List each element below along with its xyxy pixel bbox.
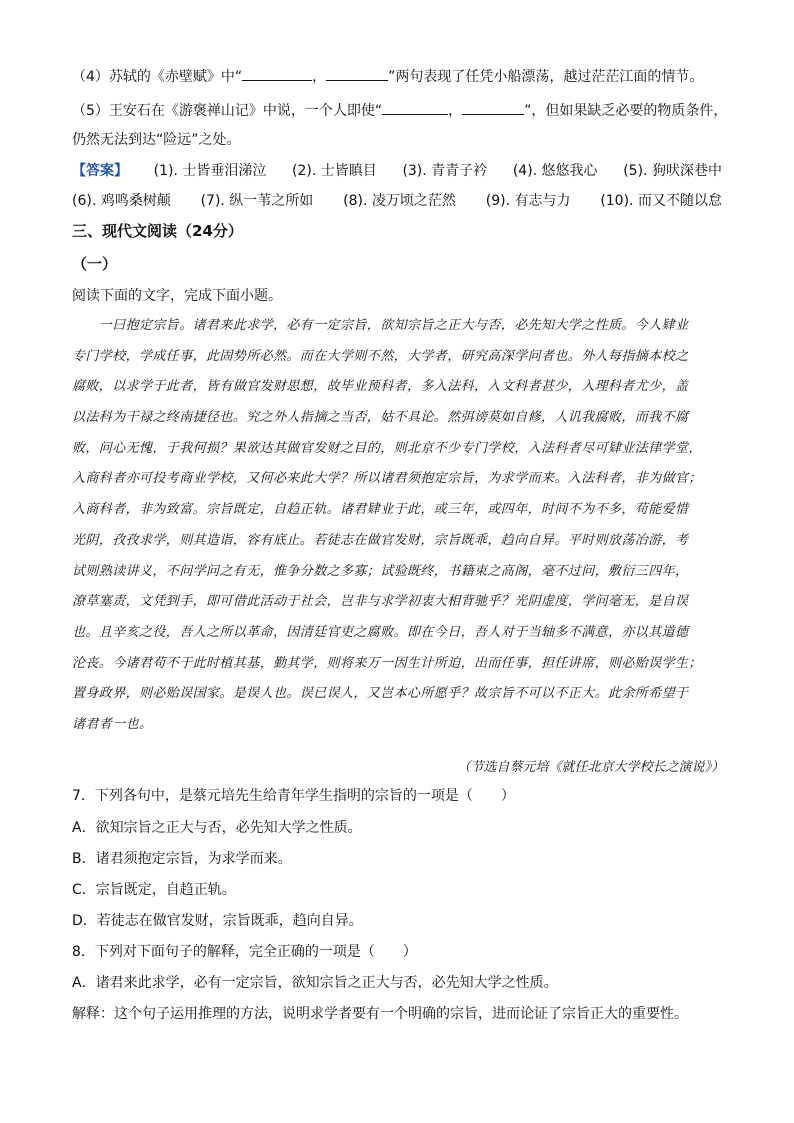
question-8-explanation: 解释：这个句子运用推理的方法，说明求学者要有一个明确的宗旨，进而论证了宗旨正大的重要性。: [72, 1006, 688, 1022]
question-7-option-a[interactable]: A．欲知宗旨之正大与否，必先知大学之性质。: [72, 820, 362, 836]
section-title: 三、现代文阅读（24分）: [72, 222, 243, 240]
passage-line: 试则熟读讲义，不问学问之有无，惟争分数之多寡；试验既终，书籍束之高阁，毫不过问，敷衍三四年，: [72, 563, 689, 579]
passage-line: 一曰抱定宗旨。诸君来此求学，必有一定宗旨，欲知宗旨之正大与否，必先知大学之性质。今人肄业: [72, 318, 689, 333]
answer-item: (7). 纵一苇之所如: [200, 193, 314, 209]
answer-item: (8). 凌万顷之茫然: [343, 193, 456, 209]
question-7-stem: 7．下列各句中，是蔡元培先生给青年学生指明的宗旨的一项是（ ）: [72, 788, 515, 804]
passage-line: 入商科者，非为致富。宗旨既定，自趋正轨。诸君肄业于此，或三年，或四年，时间不为不多，苟能爱惜: [72, 502, 689, 518]
question-8-option-a[interactable]: A．诸君来此求学，必有一定宗旨，欲知宗旨之正大与否，必先知大学之性质。: [72, 975, 558, 991]
question-5-sep: ，: [448, 103, 463, 119]
question-4-sep: ，: [312, 69, 327, 85]
answer-blank[interactable]: [382, 100, 448, 115]
passage-line: 诸君者一也。: [72, 716, 153, 732]
answer-blank[interactable]: [462, 100, 524, 115]
question-7-option-c[interactable]: C．宗旨既定，自趋正轨。: [72, 882, 236, 898]
question-8-stem: 8．下列对下面句子的解释，完全正确的一项是（ ）: [72, 944, 417, 960]
question-5-prefix: （5）王安石在《游褒禅山记》中说，一个人即使“: [72, 103, 383, 119]
answer-item: (2). 士皆瞋目: [292, 163, 377, 179]
question-7-option-d[interactable]: D．若徒志在做官发财，宗旨既乖，趋向自异。: [72, 913, 363, 929]
passage-line: 沦丧。今诸君苟不于此时植其基，勤其学，则将来万一因生计所迫，出而任事，担任讲席，则必贻误学生；: [72, 655, 702, 671]
passage-line: 光阴，孜孜求学，则其造诣，容有底止。若徒志在做官发财，宗旨既乖，趋向自异。平时则放荡冶游，考: [72, 532, 689, 548]
answer-item: (10). 而又不随以怠: [600, 193, 722, 209]
answer-blank[interactable]: [326, 66, 388, 81]
passage-line: 专门学校，学成任事，此固势所必然。而在大学则不然，大学者，研究高深学问者也。外人每指摘本校之: [72, 348, 689, 364]
question-5-suffix: ”，但如果缺乏必要的物质条件，: [524, 103, 728, 119]
passage-line: 腐败，以求学于此者，皆有做官发财思想，故毕业预科者，多入法科，入文科者甚少，入理科者尤少，盖: [72, 379, 689, 395]
question-7-option-b[interactable]: B．诸君须抱定宗旨，为求学而来。: [72, 851, 292, 867]
passage: [72, 317, 724, 747]
answer-item: (3). 青青子衿: [402, 163, 488, 179]
question-5: [72, 100, 727, 120]
answer-item: (1). 士皆垂泪涕泣: [153, 163, 267, 179]
question-4-prefix: （4）苏轼的《赤壁赋》中“: [72, 69, 243, 85]
passage-line: 也。且辛亥之役，吾人之所以革命，因清廷官吏之腐败。即在今日，吾人对于当轴多不满意，亦以其道德: [72, 624, 689, 640]
passage-line: 败，问心无愧，于我何损？果欲达其做官发财之目的，则北京不少专门学校，入法科者尽可肄业法律学堂，: [72, 440, 702, 456]
answer-item: (5). 狗吠深巷中: [623, 163, 722, 179]
section-subtitle: （一）: [72, 255, 118, 273]
passage-source: （节选自蔡元培《就任北京大学校长之演说》）: [457, 760, 724, 775]
passage-line: 以法科为干禄之终南捷径也。究之外人指摘之当否，姑不具论。然弭谤莫如自修，人讥我腐败，而我不腐: [72, 410, 689, 426]
question-5-line2: 仍然无法到达“险远”之处。: [72, 132, 241, 148]
question-4: [72, 66, 703, 86]
answer-tag: 【答案】: [72, 163, 128, 179]
answer-blank[interactable]: [242, 66, 312, 81]
answer-item: (6). 鸡鸣桑树颠: [72, 193, 171, 209]
passage-line: 置身政界，则必贻误国家。是误人也。误已误人，又岂本心所愿乎？故宗旨不可以不正大。此余所希望于: [72, 686, 689, 702]
answer-row-1: [72, 162, 722, 180]
reading-instruction: 阅读下面的文字，完成下面小题。: [72, 288, 282, 304]
answer-item: (9). 有志与力: [485, 193, 571, 209]
question-4-suffix: ”两句表现了任凭小船漂荡，越过茫茫江面的情节。: [388, 69, 704, 85]
answer-row-2: [72, 192, 722, 210]
answer-item: (4). 悠悠我心: [512, 163, 598, 179]
passage-line: 潦草塞责，文凭到手，即可借此活动于社会，岂非与求学初衷大相背驰乎？光阴虚度，学问毫无，是自误: [72, 594, 689, 610]
passage-line: 入商科者亦可投考商业学校，又何必来此大学？所以诸君须抱定宗旨，为求学而来。入法科者，非为做官；: [72, 471, 702, 487]
